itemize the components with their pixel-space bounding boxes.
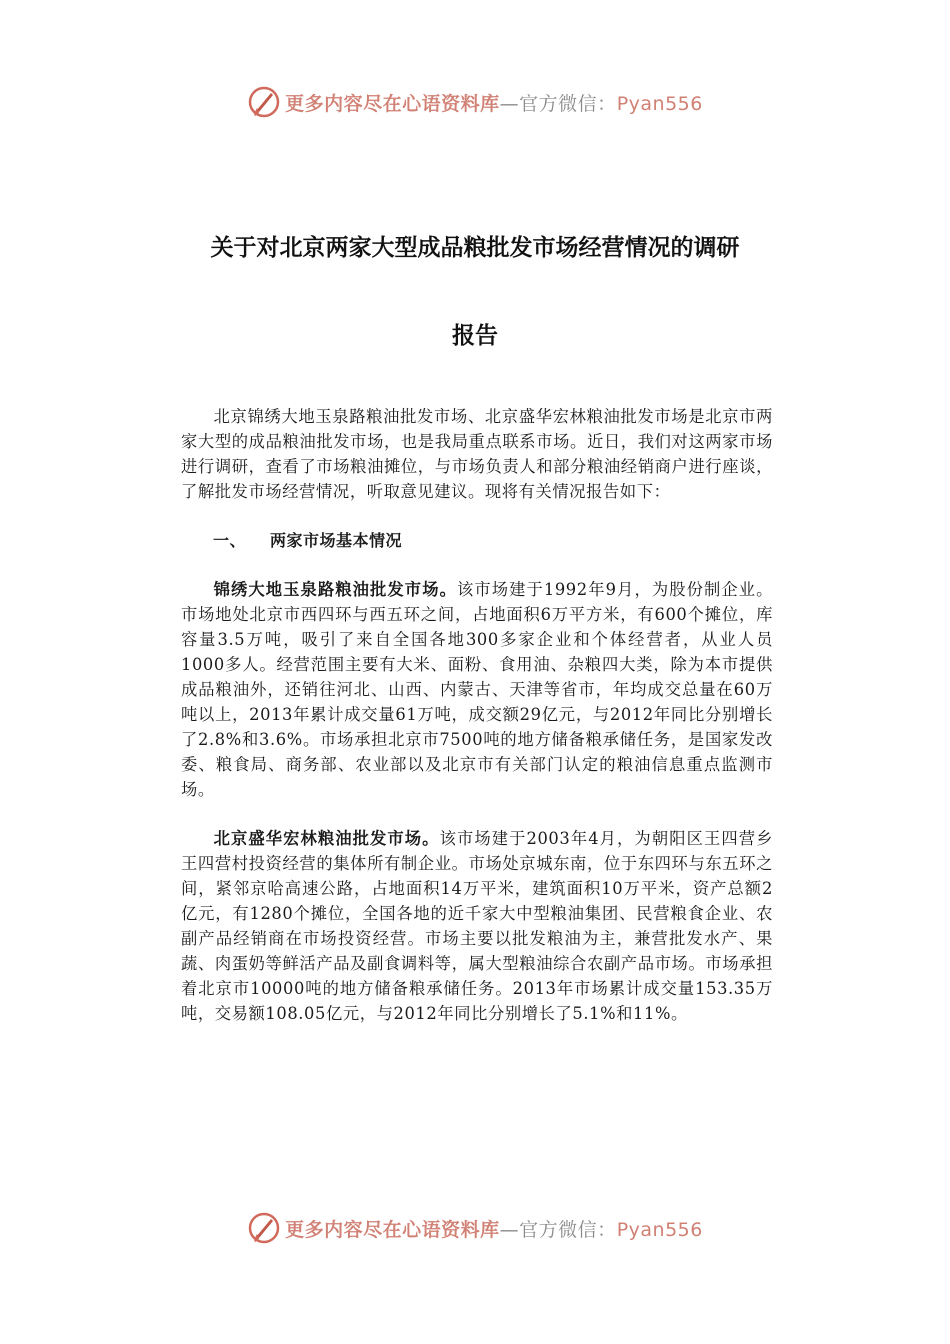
market-2-body: 该市场建于2003年4月，为朝阳区王四营乡王四营村投资经营的集体所有制企业。市场处京城东南，位于东四环与东五环之间，紧邻京哈高速公路，占地面积14万平米，建筑面积10万平米，资产总额2亿元，有1280个摊位，全国各地的近千家大中型粮油集团、民营粮食企业、农副产品经销商在市场投资经营。市场主要以批发粮油为主，兼营批发水产、果蔬、肉蛋奶等鲜活产品及副食调料等，属大型粮油综合农副产品市场。市场承担着北京市10000吨的地方储备粮承储任务。2013年市场累计成交量153.35万吨，交易额108.05亿元，与2012年同比分别增长了5.1%和11%。 xyxy=(181,829,773,1023)
market-1-lead: 锦绣大地玉泉路粮油批发市场。 xyxy=(213,580,457,599)
document-title-line-1: 关于对北京两家大型成品粮批发市场经营情况的调研 xyxy=(210,235,740,261)
banner-wechat-id: Pyan556 xyxy=(616,1218,703,1241)
footer-banner xyxy=(0,1206,950,1250)
banner-text xyxy=(285,89,703,116)
quill-logo-icon xyxy=(247,1211,281,1245)
banner-site-name: 更多内容尽在心语资料库 xyxy=(285,1218,500,1241)
document-title-line-2: 报告 xyxy=(452,323,498,349)
banner-site-name: 更多内容尽在心语资料库 xyxy=(285,92,500,115)
document-body xyxy=(181,404,773,1050)
banner-wechat-label: —官方微信： xyxy=(499,92,617,115)
market-2-lead: 北京盛华宏林粮油批发市场。 xyxy=(213,829,440,848)
section-heading-1 xyxy=(181,528,773,553)
quill-logo-icon xyxy=(247,85,281,119)
banner-wechat-id: Pyan556 xyxy=(616,92,703,115)
market-1-body: 该市场建于1992年9月，为股份制企业。市场地处北京市西四环与西五环之间，占地面积6万平方米，有600个摊位，库容量3.5万吨，吸引了来自全国各地300多家企业和个体经营者，从业人员1000多人。经营范围主要有大米、面粉、食用油、杂粮四大类，除为本市提供成品粮油外，还销往河北、山西、内蒙古、天津等省市，年均成交总量在60万吨以上，2013年累计成交量61万吨，成交额29亿元，与2012年同比分别增长了2.8%和3.6%。市场承担北京市7500吨的地方储备粮承储任务，是国家发改委、粮食局、商务部、农业部以及北京市有关部门认定的粮油信息重点监测市场。 xyxy=(181,580,774,799)
section-heading-text: 两家市场基本情况 xyxy=(270,531,403,550)
banner-wechat-label: —官方微信： xyxy=(499,1218,617,1241)
banner-text xyxy=(285,1215,703,1242)
intro-paragraph: 北京锦绣大地玉泉路粮油批发市场、北京盛华宏林粮油批发市场是北京市两家大型的成品粮油批发市场，也是我局重点联系市场。近日，我们对这两家市场进行调研，查看了市场粮油摊位，与市场负责人和部分粮油经销商户进行座谈，了解批发市场经营情况，听取意见建议。现将有关情况报告如下： xyxy=(181,407,773,501)
header-banner xyxy=(0,80,950,124)
section-number: 一、 xyxy=(213,531,247,550)
market-1-paragraph xyxy=(181,577,773,802)
market-2-paragraph xyxy=(181,826,773,1026)
